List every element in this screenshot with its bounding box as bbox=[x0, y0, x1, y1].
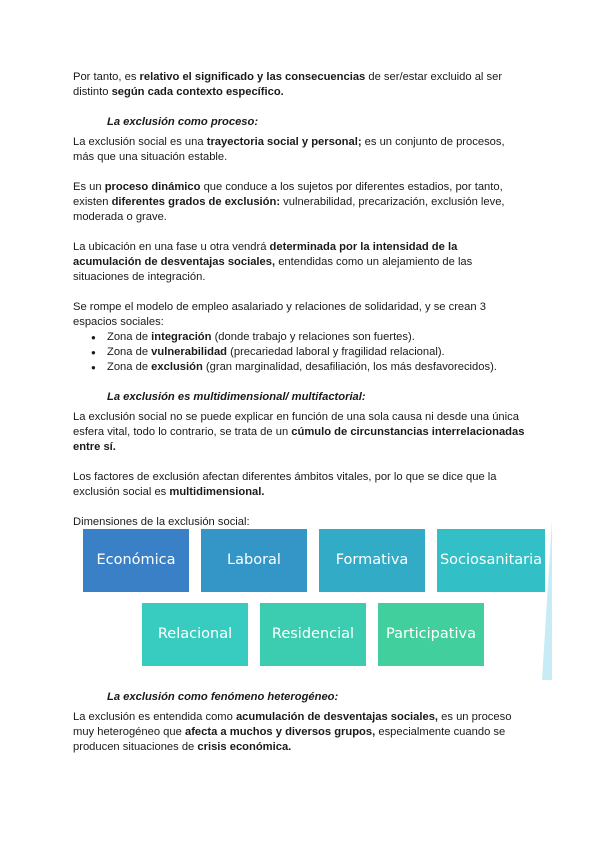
paragraph-modelo-empleo: Se rompe el modelo de empleo asalariado y relaciones de solidaridad, y se crean 3 espacios sociales: bbox=[73, 301, 486, 328]
paragraph-relativo: Por tanto, es relativo el significado y las consecuencias de ser/estar excluido al ser distinto según cada contexto específico. bbox=[73, 71, 503, 98]
document-body bbox=[73, 70, 528, 530]
document-body-bottom bbox=[73, 690, 528, 755]
dimension-participativa: Participativa bbox=[378, 603, 484, 666]
heading-proceso: La exclusión como proceso: bbox=[107, 116, 259, 128]
heading-heterogeneo: La exclusión como fenómeno heterogéneo: bbox=[107, 691, 339, 703]
dimension-formativa: Formativa bbox=[319, 529, 425, 592]
paragraph-ubicacion: La ubicación en una fase u otra vendrá determinada por la intensidad de la acumulación de desventajas sociales, entendidas como un alejamiento de las situaciones de integración. bbox=[73, 241, 473, 283]
paragraph-causas: La exclusión social no se puede explicar en función de una sola causa ni desde una única esfera vital, todo lo contrario, se trata de un cúmulo de circunstancias interrelacionadas entre sí. bbox=[73, 411, 525, 453]
list-item: ● Zona de exclusión (gran marginalidad, desafiliación, los más desfavorecidos). bbox=[93, 360, 528, 375]
dimension-laboral: Laboral bbox=[201, 529, 307, 592]
paragraph-factores: Los factores de exclusión afectan diferentes ámbitos vitales, por lo que se dice que la exclusión social es multidimensional. bbox=[73, 471, 497, 498]
paragraph-heterogeneo: La exclusión es entendida como acumulación de desventajas sociales, es un proceso muy heterogéneo que afecta a muchos y diversos grupos, especialmente cuando se producen situaciones de crisis económica. bbox=[73, 711, 512, 753]
heading-multidimensional: La exclusión es multidimensional/ multifactorial: bbox=[107, 391, 366, 403]
paragraph-proceso-dinamico: Es un proceso dinámico que conduce a los sujetos por diferentes estadios, por tanto, existen diferentes grados de exclusión: vulnerabilidad, precarización, exclusión leve, moderada o grave. bbox=[73, 181, 505, 223]
paragraph-dimensiones: Dimensiones de la exclusión social: bbox=[73, 516, 250, 528]
zones-list bbox=[73, 330, 528, 375]
paragraph-trayectoria: La exclusión social es una trayectoria social y personal; es un conjunto de procesos, más que una situación estable. bbox=[73, 136, 505, 163]
dimension-relacional: Relacional bbox=[142, 603, 248, 666]
dimension-residencial: Residencial bbox=[260, 603, 366, 666]
dimension-sociosanitaria: Sociosanitaria bbox=[437, 529, 545, 592]
list-item: ● Zona de vulnerabilidad (precariedad laboral y fragilidad relacional). bbox=[93, 345, 528, 360]
list-item: ● Zona de integración (donde trabajo y relaciones son fuertes). bbox=[93, 330, 528, 345]
dimension-economica: Económica bbox=[83, 529, 189, 592]
